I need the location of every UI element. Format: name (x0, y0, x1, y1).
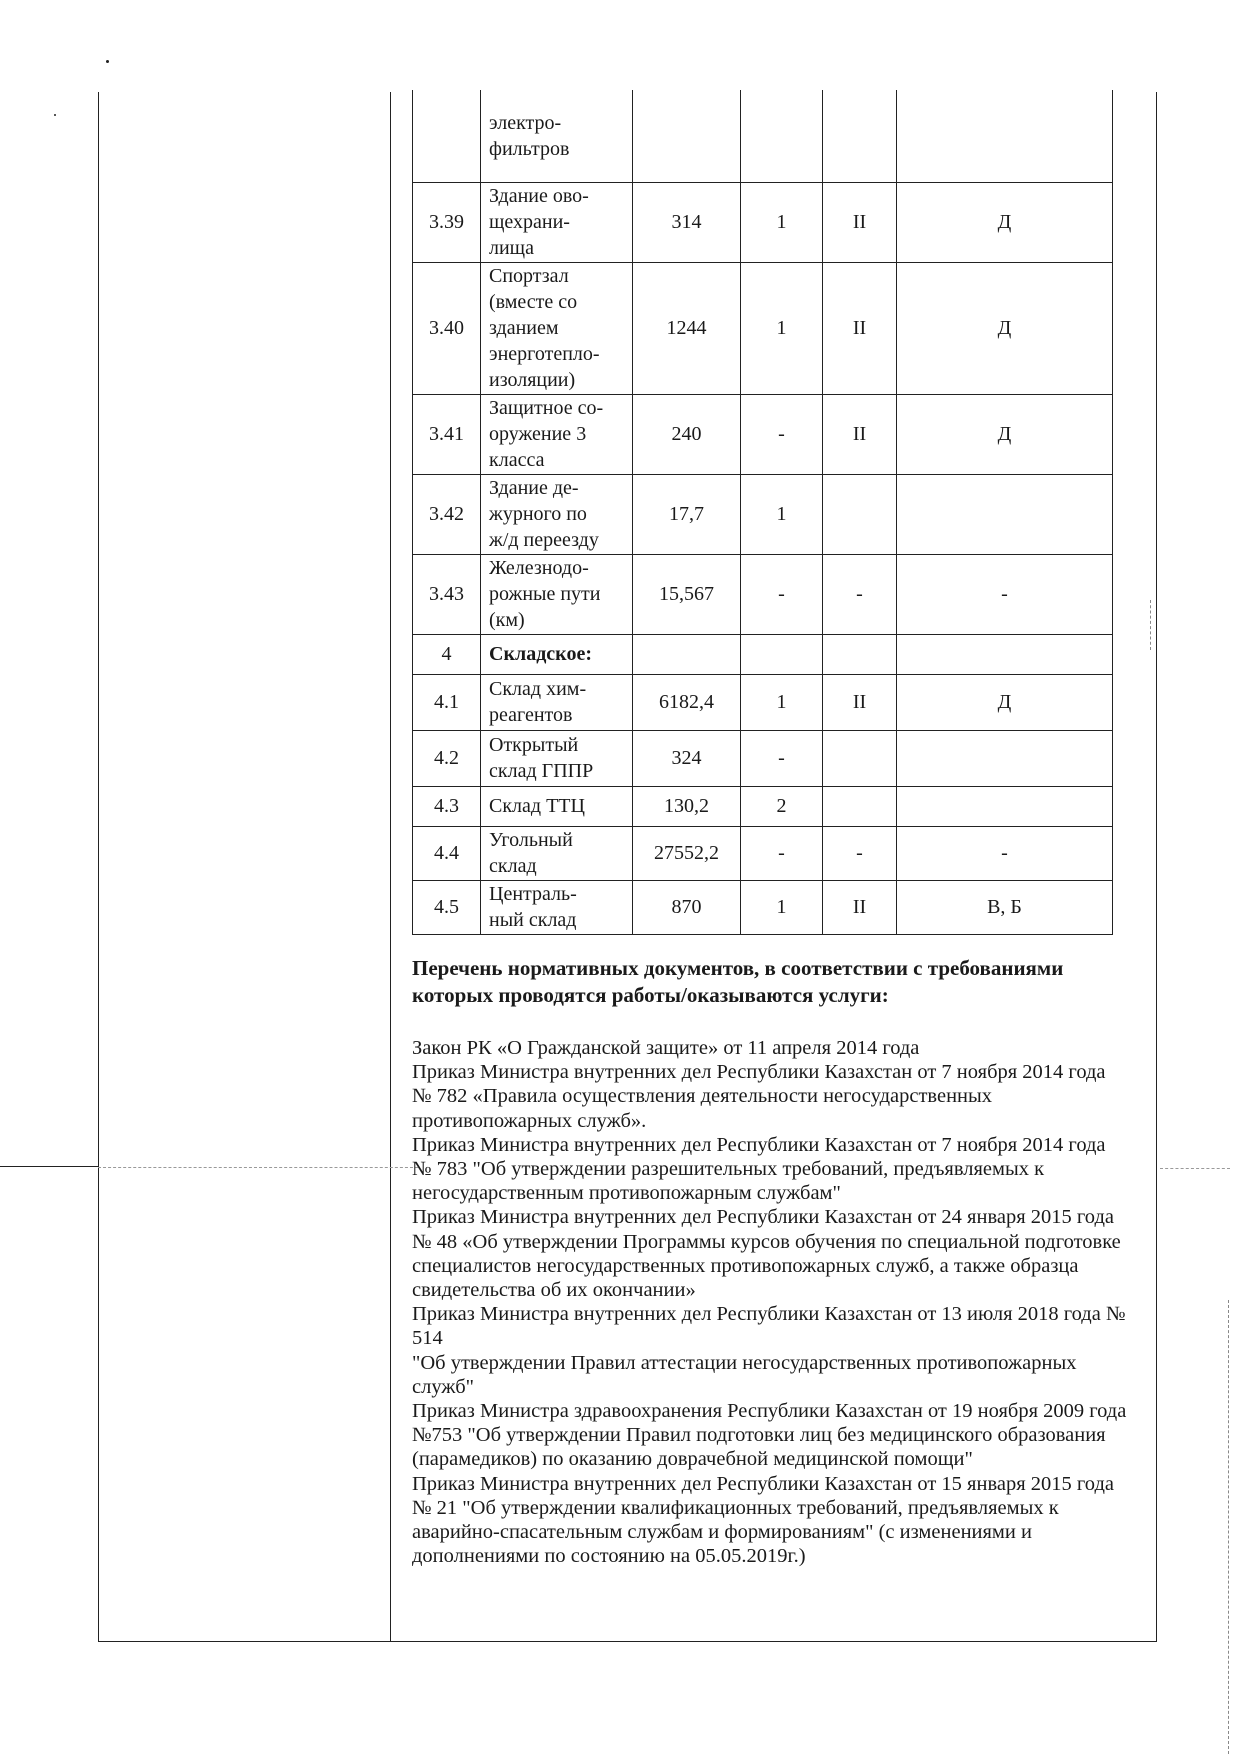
cell-category: Д (897, 394, 1113, 474)
object-name: Склад ТТЦ (481, 786, 633, 826)
row-number: 4.4 (413, 826, 481, 880)
frame-line-left-top (0, 1166, 98, 1167)
object-name: Централь- ный склад (481, 880, 633, 934)
cell-category: Д (897, 182, 1113, 262)
object-name: Здание де- журного по ж/д переезду (481, 474, 633, 554)
object-name: электро- фильтров (481, 90, 633, 182)
object-area (633, 634, 741, 674)
docs-list (412, 1036, 1128, 1568)
object-name: Склад хим- реагентов (481, 674, 633, 730)
table-row (413, 182, 1113, 262)
frame-line-left (98, 92, 99, 1642)
object-area: 870 (633, 880, 741, 934)
table-row (413, 474, 1113, 554)
cell-degree (741, 634, 823, 674)
row-number: 4 (413, 634, 481, 674)
doc-item: Приказ Министра внутренних дел Республики Казахстан от 13 июля 2018 года № 514 (412, 1303, 1126, 1350)
object-name: Железнодо- рожные пути (км) (481, 554, 633, 634)
object-area: 324 (633, 730, 741, 786)
object-area: 15,567 (633, 554, 741, 634)
cell-class: II (823, 182, 897, 262)
cell-category (897, 634, 1113, 674)
object-area: 240 (633, 394, 741, 474)
row-number: 3.42 (413, 474, 481, 554)
row-number: 3.40 (413, 262, 481, 394)
frame-line-right-dashed (1160, 1168, 1230, 1169)
cell-class: II (823, 394, 897, 474)
object-area: 27552,2 (633, 826, 741, 880)
table-row (413, 262, 1113, 394)
row-number: 4.3 (413, 786, 481, 826)
cell-category: - (897, 554, 1113, 634)
frame-line-right (1156, 92, 1157, 1642)
scan-margin-dashes-2 (1150, 600, 1151, 650)
cell-category: Д (897, 674, 1113, 730)
scan-margin-dashes (1228, 1300, 1229, 1754)
cell-category (897, 730, 1113, 786)
table-row (413, 674, 1113, 730)
scan-speck (106, 60, 109, 63)
cell-degree: 1 (741, 262, 823, 394)
cell-category: В, Б (897, 880, 1113, 934)
cell-class (823, 474, 897, 554)
cell-degree: 1 (741, 880, 823, 934)
cell-category (897, 786, 1113, 826)
cell-degree: 1 (741, 474, 823, 554)
cell-degree: - (741, 826, 823, 880)
doc-item: "Об утверждении Правил аттестации негосударственных противопожарных служб" (412, 1351, 1077, 1398)
table-row (413, 554, 1113, 634)
row-number: 4.5 (413, 880, 481, 934)
cell-class (823, 634, 897, 674)
objects-table (412, 90, 1113, 935)
table-row (413, 786, 1113, 826)
doc-item: Приказ Министра здравоохранения Республики Казахстан от 19 ноября 2009 года №753 "Об утверждении Правил подготовки лиц без медицинского образования (парамедиков) по оказанию доврачебной медицинской помощи" (412, 1400, 1127, 1471)
table-row (413, 90, 1113, 182)
object-name: Защитное со- оружение 3 класса (481, 394, 633, 474)
cell-class (823, 90, 897, 182)
cell-class: - (823, 826, 897, 880)
cell-category (897, 90, 1113, 182)
object-area: 6182,4 (633, 674, 741, 730)
cell-category (897, 474, 1113, 554)
docs-heading: Перечень нормативных документов, в соответствии с требованиями которых проводятся работы/оказываются услуги: (412, 956, 1064, 1007)
object-area: 1244 (633, 262, 741, 394)
doc-item: Приказ Министра внутренних дел Республики Казахстан от 7 ноября 2014 года № 783 "Об утверждении разрешительных требований, предъявляемых к негосударственным противопожарным службам" (412, 1133, 1106, 1205)
object-name: Открытый склад ГППР (481, 730, 633, 786)
cell-degree: 2 (741, 786, 823, 826)
table-row (413, 730, 1113, 786)
cell-degree: - (741, 394, 823, 474)
doc-item: Закон РК «О Гражданской защите» от 11 апреля 2014 года (412, 1037, 920, 1059)
cell-category: Д (897, 262, 1113, 394)
cell-class (823, 786, 897, 826)
object-name: Здание ово- щехрани- лища (481, 182, 633, 262)
row-number: 4.1 (413, 674, 481, 730)
cell-class (823, 730, 897, 786)
row-number: 3.43 (413, 554, 481, 634)
object-area: 130,2 (633, 786, 741, 826)
row-number: 3.39 (413, 182, 481, 262)
object-area: 17,7 (633, 474, 741, 554)
doc-item: Приказ Министра внутренних дел Республики Казахстан от 15 января 2015 года № 21 "Об утверждении квалификационных требований, предъявляемых к аварийно-спасательным службам и формированиям" (с изменениями и дополнениями по состоянию на 05.05.2019г.) (412, 1472, 1114, 1568)
object-name: Складское: (481, 634, 633, 674)
object-name: Спортзал (вместе со зданием энерготепло- изоляции) (481, 262, 633, 394)
frame-line-bottom (98, 1641, 1156, 1642)
row-number (413, 90, 481, 182)
object-name: Угольный склад (481, 826, 633, 880)
object-area (633, 90, 741, 182)
cell-degree: - (741, 554, 823, 634)
frame-line-middle (390, 92, 391, 1642)
doc-item: Приказ Министра внутренних дел Республики Казахстан от 7 ноября 2014 года № 782 «Правила осуществления деятельности негосударственных противопожарных служб». (412, 1061, 1106, 1132)
cell-class: II (823, 880, 897, 934)
table-row (413, 634, 1113, 674)
cell-degree (741, 90, 823, 182)
cell-class: II (823, 674, 897, 730)
table-row (413, 880, 1113, 934)
cell-class: II (823, 262, 897, 394)
object-area: 314 (633, 182, 741, 262)
row-number: 4.2 (413, 730, 481, 786)
cell-degree: 1 (741, 182, 823, 262)
table-row (413, 394, 1113, 474)
cell-degree: 1 (741, 674, 823, 730)
doc-item: Приказ Министра внутренних дел Республики Казахстан от 24 января 2015 года № 48 «Об утверждении Программы курсов обучения по специальной подготовке специалистов негосударственных противопожарных служб, а также образца свидетельства об их окончании» (412, 1206, 1121, 1302)
frame-line-mid-dashed (98, 1167, 418, 1168)
scan-speck (54, 114, 56, 116)
cell-category: - (897, 826, 1113, 880)
table-row (413, 826, 1113, 880)
cell-degree: - (741, 730, 823, 786)
cell-class: - (823, 554, 897, 634)
row-number: 3.41 (413, 394, 481, 474)
